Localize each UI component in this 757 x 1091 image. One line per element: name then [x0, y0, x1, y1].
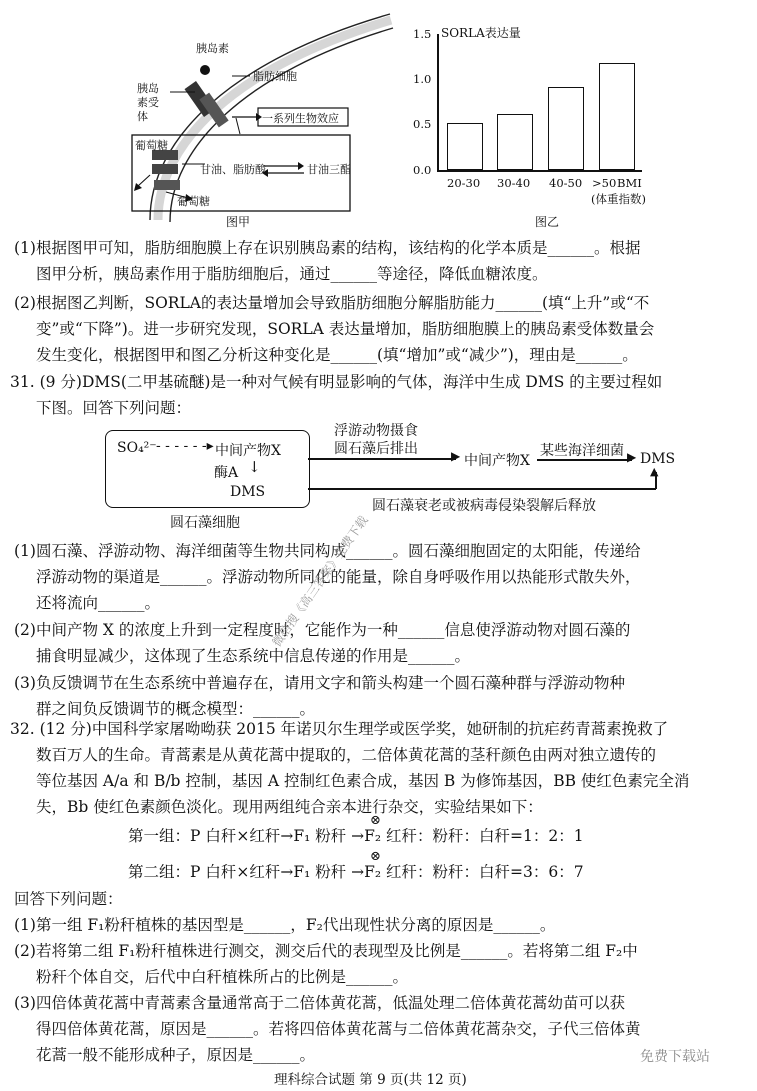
x-tick-label: 30-40 [497, 176, 531, 190]
bacteria-label: 某些海洋细菌 [540, 443, 624, 459]
q32-p3b: 得四倍体黄花蒿，原因是______。若将四倍体黄花蒿与二倍体黄花蒿杂交，子代三倍体黄 [36, 1020, 641, 1038]
x-axis-line [437, 170, 642, 172]
arrow-top-head: ▶ [451, 449, 461, 463]
q32-p2b: 粉秆个体自交，后代中白秆植株所占的比例是______。 [36, 968, 409, 986]
bar-30-40 [497, 114, 533, 170]
y-tick-label: 0.0 [413, 163, 432, 177]
q31-p2a: (2)中间产物 X 的浓度上升到一定程度时，它能作为一种______信息使浮游动物对圆石藻的 [14, 621, 631, 639]
q31-stem-1: 31. (9 分)DMS(二甲基硫醚)是一种对气候有明显影响的气体，海洋中生成 DMS 的主要过程如 [10, 373, 663, 391]
q31-p1b: 浮游动物的渠道是______。浮游动物所同化的能量，除自身呼吸作用以热能形式散失外， [36, 568, 641, 586]
label-insulin-receptor: 胰岛素受体 [137, 82, 159, 123]
q32-stem-1: 32. (12 分)中国科学家屠呦呦获 2015 年诺贝尔生理学或医学奖，她研制的抗疟药青蒿素挽救了 [10, 720, 669, 738]
bar-20-30 [447, 123, 483, 170]
y-tick-label: 0.5 [413, 117, 432, 131]
q32-group-1: 第一组：P 白秆×红秆→F₁ 粉秆 →F₂ 红秆：粉秆：白秆=1：2：1 [128, 827, 584, 845]
q32-stem-3: 等位基因 A/a 和 B/b 控制，基因 A 控制红色素合成，基因 B 为修饰基因，BB 使红色素完全消 [36, 772, 690, 790]
q30-p2c: 发生变化，根据图甲和图乙分析这种变化是______(填“增加”或“减少”)，理由是______。 [36, 346, 638, 364]
arrow-top-text-1: 浮游动物摄食 [334, 423, 418, 439]
x-tick-label: >50 [592, 176, 617, 190]
q32-p3a: (3)四倍体黄花蒿中青蒿素含量通常高于二倍体黄花蒿，低温处理二倍体黄花蒿幼苗可以获 [14, 994, 625, 1012]
q30-p1a: (1)根据图甲可知，脂肪细胞膜上存在识别胰岛素的结构，该结构的化学本质是______。根据 [14, 239, 641, 257]
intermediate-x-out: 中间产物X [464, 453, 530, 469]
y-tick-label: 1.5 [413, 27, 432, 41]
q32-p2a: (2)若将第二组 F₁粉秆植株进行测交，测交后代的表现型及比例是______。若将第二组 F₂中 [14, 942, 638, 960]
figure-b-chart [395, 20, 685, 230]
q32-p3c: 花蒿一般不能形成种子，原因是______。 [36, 1046, 316, 1064]
label-glucose-out: 葡萄糖 [135, 139, 168, 152]
q32-stem-4: 失，Bb 使红色素颜色淡化。现用两组纯合亲本进行杂交，实验结果如下： [36, 798, 543, 816]
x-tick-label: 20-30 [447, 176, 481, 190]
label-glucose-in: 葡萄糖 [177, 195, 210, 208]
label-insulin: 胰岛素 [196, 42, 229, 55]
selfing-symbol-1: ⊗ [370, 813, 381, 828]
x-axis-sublabel: (体重指数) [591, 192, 646, 206]
diagonal-watermark: 微信搜《高三答案》免费下载 [269, 513, 371, 650]
so4-label: SO₄²⁻ [117, 440, 157, 456]
q30-p1b: 图甲分析，胰岛素作用于脂肪细胞后，通过______等途径，降低血糖浓度。 [36, 265, 548, 283]
cell-caption: 圆石藻细胞 [170, 515, 240, 531]
q31-p1c: 还将流向______。 [36, 594, 161, 612]
chart-title: SORLA表达量 [441, 26, 521, 40]
down-arrow-icon: ↓ [248, 458, 261, 476]
q31-stem-2: 下图。回答下列问题： [36, 399, 192, 417]
enzyme-a-label: 酶A [214, 465, 239, 481]
arrow-top-text-2: 圆石藻后排出 [334, 441, 418, 457]
q32-stem-2: 数百万人的生命。青蒿素是从黄花蒿中提取的，二倍体黄花蒿的茎秆颜色由两对独立遗传的 [36, 746, 657, 764]
selfing-symbol-2: ⊗ [370, 849, 381, 864]
arrow-bottom-head: ▲ [650, 465, 659, 478]
dms-outside: DMS [640, 451, 676, 467]
arrow-bottom-line [308, 488, 656, 490]
label-effects: 一系列生物效应 [262, 112, 339, 125]
q31-p1a: (1)圆石藻、浮游动物、海洋细菌等生物共同构成______。圆石藻细胞固定的太阳能，传递给 [14, 542, 641, 560]
q32-group-2: 第二组：P 白秆×红秆→F₁ 粉秆 →F₂ 红秆：粉秆：白秆=3：6：7 [128, 863, 584, 881]
q30-p2a: (2)根据图乙判断，SORLA的表达量增加会导致脂肪细胞分解脂肪能力______(填“上升”或“不 [14, 294, 650, 312]
dashed-arrow: - - - - - -▸ [156, 438, 214, 454]
arrow-right-head: ▶ [627, 450, 637, 464]
label-fat-cell: 脂肪细胞 [253, 70, 297, 83]
label-triglyceride: 甘油三酯 [307, 163, 351, 176]
dms-in-cell: DMS [230, 484, 266, 500]
corner-watermark: 免费下载站 [640, 1049, 710, 1065]
q31-p3b: 群之间负反馈调节的概念模型：______。 [36, 700, 316, 718]
q31-p3a: (3)负反馈调节在生态系统中普遍存在，请用文字和箭头构建一个圆石藻种群与浮游动物种 [14, 674, 625, 692]
bar-40-50 [548, 87, 584, 170]
y-tick-label: 1.0 [413, 72, 432, 86]
figure-b-caption: 图乙 [535, 215, 560, 229]
arrow-top-line [308, 458, 456, 460]
figure-a-caption: 图甲 [226, 215, 251, 229]
intermediate-x-in-cell: 中间产物X [215, 443, 281, 459]
q32-p1: (1)第一组 F₁粉秆植株的基因型是______，F₂代出现性状分离的原因是______。 [14, 916, 556, 934]
x-axis-label: BMI [617, 176, 642, 190]
q30-p2b: 变”或“下降”)。进一步研究发现，SORLA 表达量增加，脂肪细胞膜上的胰岛素受体数量会 [36, 320, 655, 338]
page-footer: 理科综合试题 第 9 页(共 12 页) [274, 1072, 467, 1088]
arrow-bottom-text: 圆石藻衰老或被病毒侵染裂解后释放 [372, 498, 596, 514]
q32-answer-intro: 回答下列问题： [14, 890, 123, 908]
q31-p2b: 捕食明显减少，这体现了生态系统中信息传递的作用是______。 [36, 647, 471, 665]
y-axis-line [437, 34, 439, 170]
x-tick-label: 40-50 [549, 176, 583, 190]
bar-over-50 [599, 63, 635, 170]
label-products: 甘油、脂肪酸 [200, 163, 266, 176]
